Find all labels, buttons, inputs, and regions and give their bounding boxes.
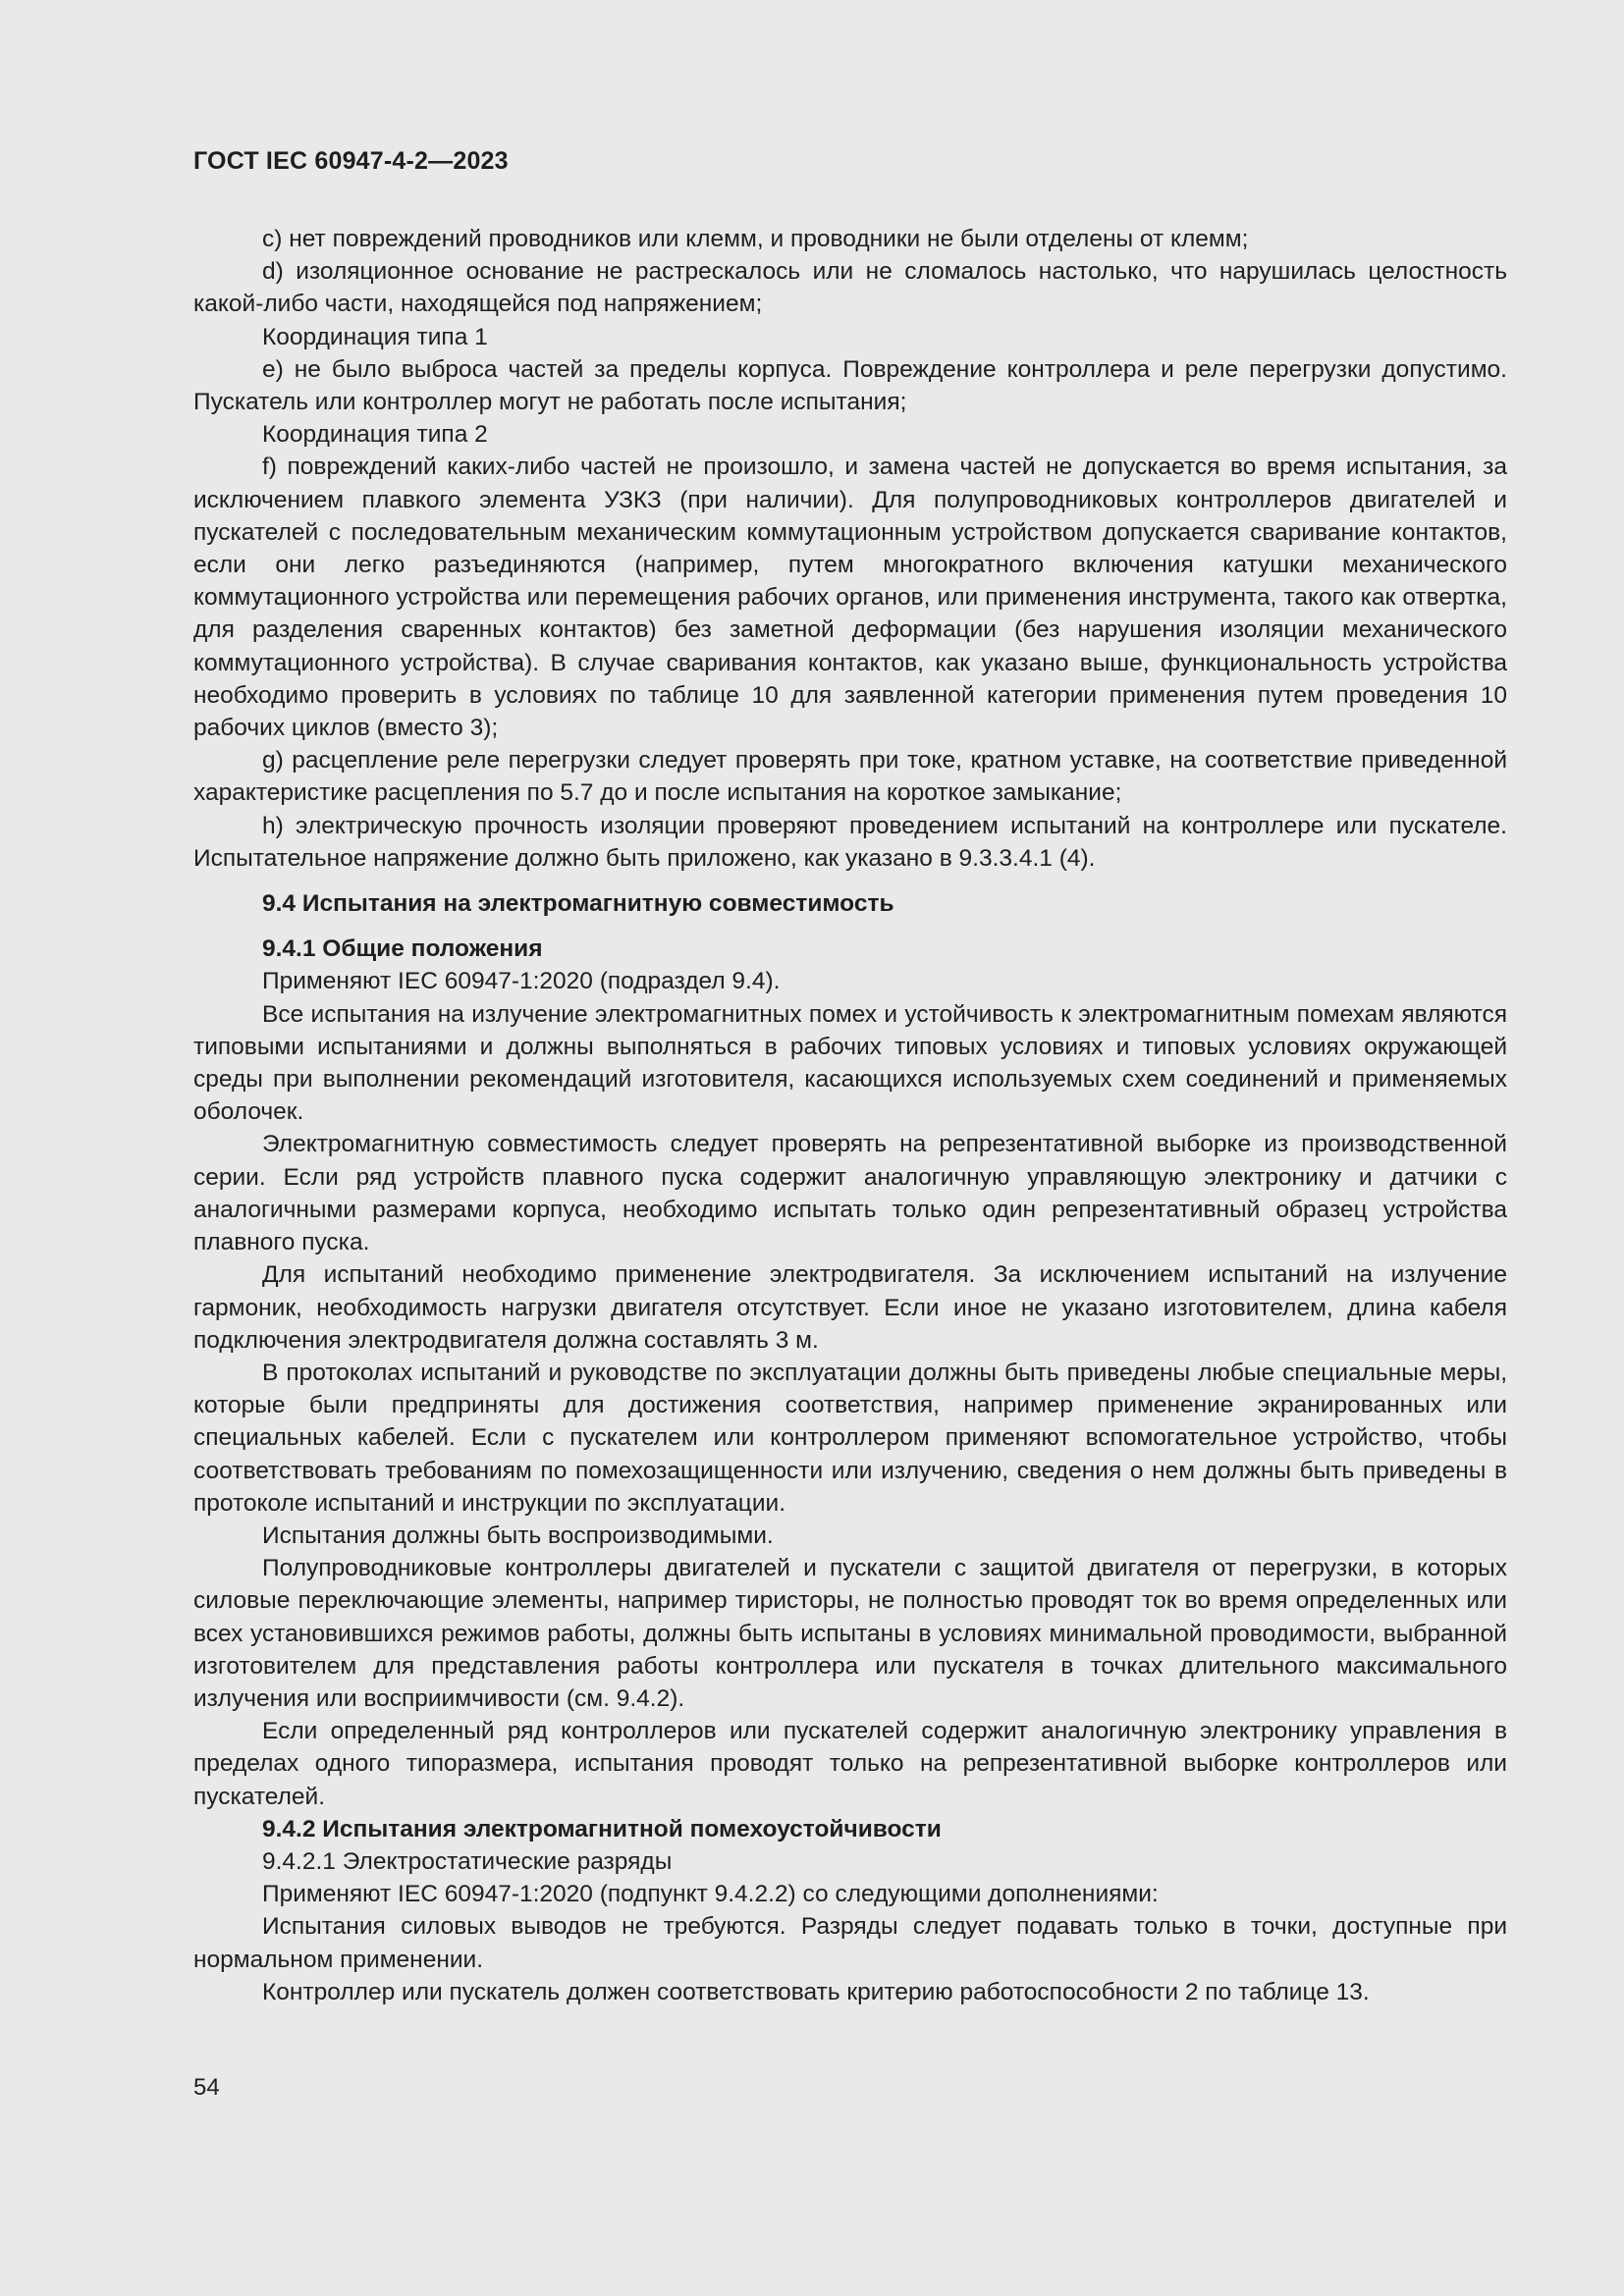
paragraph: Координация типа 1 xyxy=(262,323,488,350)
document-body xyxy=(193,223,1507,2008)
paragraph: g) расцепление реле перегрузки следует проверять при токе, кратном уставке, на соответствие приведенной характеристике расцепления по 5.7 до и после испытания на короткое замыкание; xyxy=(193,747,1507,807)
document-header: ГОСТ IEC 60947-4-2—2023 xyxy=(193,147,509,175)
paragraph: Полупроводниковые контроллеры двигателей и пускатели с защитой двигателя от перегрузки, в которых силовые переключающие элементы, например тиристоры, не полностью проводят ток во время определенных или всех установившихся режимов работы, должны быть испытаны в условиях минимальной проводимости, выбранной изготовителем для представления работы контроллера или пускателя в точках длительного максимального излучения или восприимчивости (см. 9.4.2). xyxy=(193,1555,1507,1712)
paragraph: Контроллер или пускатель должен соответствовать критерию работоспособности 2 по таблице 13. xyxy=(262,1978,1370,2005)
paragraph: Если определенный ряд контроллеров или пускателей содержит аналогичную электронику управления в пределах одного типоразмера, испытания проводят только на репрезентативной выборке контроллеров или пускателей. xyxy=(193,1718,1507,1810)
section-heading-9-4: 9.4 Испытания на электромагнитную совместимость xyxy=(262,890,894,918)
paragraph: Испытания должны быть воспроизводимыми. xyxy=(262,1522,774,1549)
section-heading-9-4-2: 9.4.2 Испытания электромагнитной помехоустойчивости xyxy=(262,1815,942,1842)
paragraph: Координация типа 2 xyxy=(262,421,488,449)
paragraph: d) изоляционное основание не растрескалось или не сломалось настолько, что нарушилась целостность какой-либо части, находящейся под напряжением; xyxy=(193,258,1507,318)
paragraph: В протоколах испытаний и руководстве по эксплуатации должны быть приведены любые специальные меры, которые были предприняты для достижения соответствия, например применение экранированных или специальных кабелей. Если с пускателем или контроллером применяют вспомогательное устройство, чтобы соответствовать требованиям по помехозащищенности или излучению, сведения о нем должны быть приведены в протоколе испытаний и инструкции по эксплуатации. xyxy=(193,1359,1507,1517)
paragraph: Применяют IEC 60947-1:2020 (подраздел 9.4). xyxy=(262,968,781,995)
subsection-heading-9-4-2-1: 9.4.2.1 Электростатические разряды xyxy=(262,1847,673,1875)
paragraph: Для испытаний необходимо применение электродвигателя. За исключением испытаний на излучение гармоник, необходимость нагрузки двигателя отсутствует. Если иное не указано изготовителем, длина кабеля подключения электродвигателя должна составлять 3 м. xyxy=(193,1261,1507,1354)
paragraph: Применяют IEC 60947-1:2020 (подпункт 9.4.2.2) со следующими дополнениями: xyxy=(262,1881,1159,1908)
paragraph: Испытания силовых выводов не требуются. Разряды следует подавать только в точки, доступные при нормальном применении. xyxy=(193,1913,1507,1973)
section-heading-9-4-1: 9.4.1 Общие положения xyxy=(262,935,543,963)
paragraph: Электромагнитную совместимость следует проверять на репрезентативной выборке из производственной серии. Если ряд устройств плавного пуска содержит аналогичную управляющую электронику и датчики с аналогичными размерами корпуса, необходимо испытать только один репрезентативный образец устройства плавного пуска. xyxy=(193,1131,1507,1256)
paragraph: e) не было выброса частей за пределы корпуса. Повреждение контроллера и реле перегрузки допустимо. Пускатель или контроллер могут не работать после испытания; xyxy=(193,355,1507,416)
paragraph: h) электрическую прочность изоляции проверяют проведением испытаний на контроллере или пускателе. Испытательное напряжение должно быть приложено, как указано в 9.3.3.4.1 (4). xyxy=(193,812,1507,872)
paragraph: c) нет повреждений проводников или клемм, и проводники не были отделены от клемм; xyxy=(262,226,1249,252)
paragraph: Все испытания на излучение электромагнитных помех и устойчивость к электромагнитным помехам являются типовыми испытаниями и должны выполняться в рабочих типовых условиях и типовых условиях окружающей среды при выполнении рекомендаций изготовителя, касающихся используемых схем соединений и применяемых оболочек. xyxy=(193,1000,1507,1126)
page-number: 54 xyxy=(193,2074,220,2101)
paragraph: f) повреждений каких-либо частей не произошло, и замена частей не допускается во время испытания, за исключением плавкого элемента УЗКЗ (при наличии). Для полупроводниковых контроллеров двигателей и пускателей с последовательным механическим коммутационным устройством допускается сваривание контактов, если они легко разъединяются (например, путем многократного включения катушки механического коммутационного устройства или перемещения рабочих органов, или применения инструмента, такого как отвертка, для разделения сваренных контактов) без заметной деформации (без нарушения изоляции механического коммутационного устройства). В случае сваривания контактов, как указано выше, функциональность устройства необходимо проверить в условиях по таблице 10 для заявленной категории применения путем проведения 10 рабочих циклов (вместо 3); xyxy=(193,454,1507,742)
